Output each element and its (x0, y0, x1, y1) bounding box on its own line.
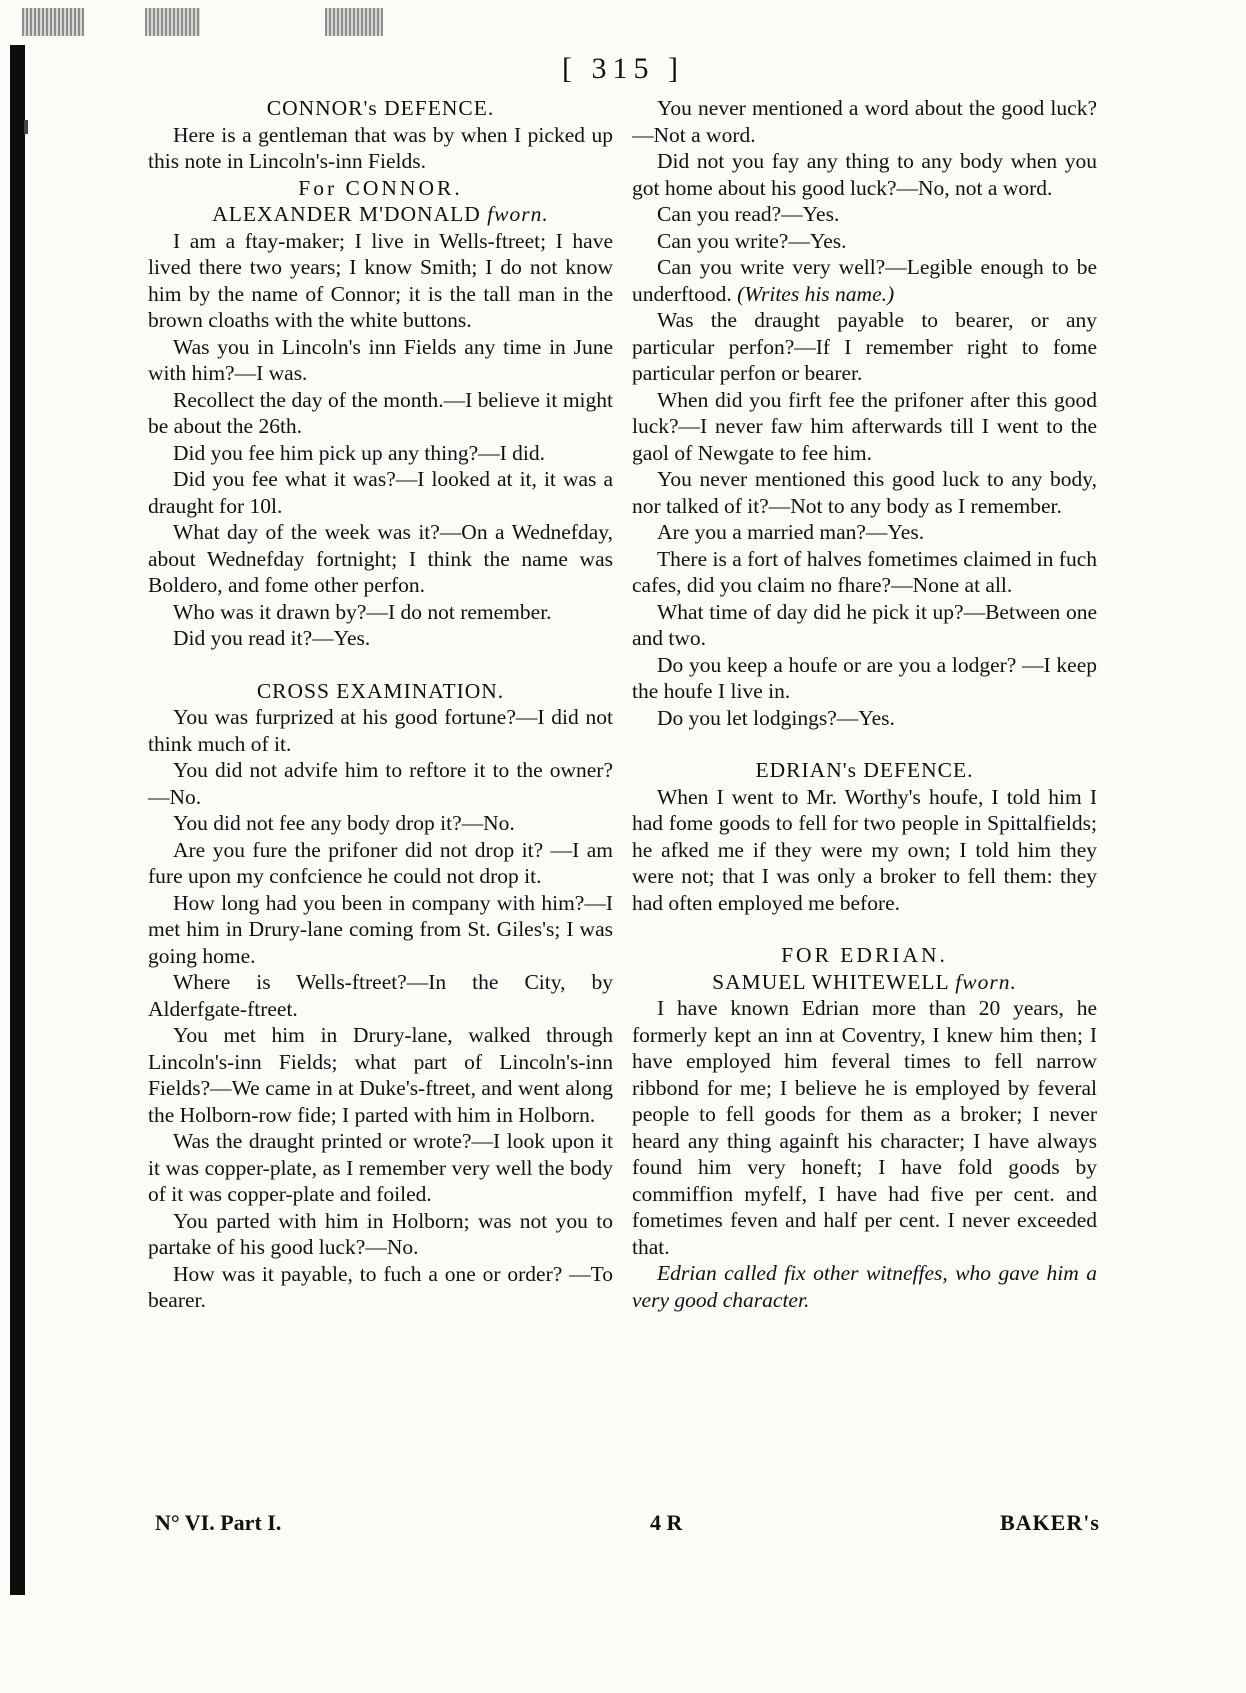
testimony-paragraph: Was you in Lincoln's inn Fields any time in June with him?—I was. (148, 334, 613, 385)
closing-note: Edrian called fix other witneffes, who gave him a very good character. (632, 1261, 1097, 1312)
page-number: [ 315 ] (562, 52, 684, 85)
examination-paragraph: Did not you fay any thing to any body when you got home about his good luck?—No, not a word. (632, 149, 1097, 200)
witness-heading (148, 201, 613, 228)
binding-mark (24, 120, 28, 134)
examination-paragraph: Do you let lodgings?—Yes. (657, 705, 895, 730)
catchword: BAKER's (1000, 1510, 1100, 1535)
testimony-paragraph: Who was it drawn by?—I do not remember. (173, 599, 552, 624)
examination-paragraph: Was the draught payable to bearer, or any particular perfon?—If I remember right to fome particular perfon or bearer. (632, 308, 1097, 385)
scan-smudge (145, 8, 200, 36)
edrian-defence-heading: EDRIAN's DEFENCE. (755, 758, 974, 782)
testimony-paragraph: I am a ftay-maker; I live in Wells-ftreet; I have lived there two years; I know Smith; I do not know him by the name of Connor; it is the tall man in the brown cloaths with the white buttons. (148, 228, 613, 332)
issue-number: N° VI. Part I. (155, 1510, 282, 1535)
sworn-label: fworn. (487, 202, 549, 226)
cross-paragraph: How was it payable, to fuch a one or order? —To bearer. (148, 1261, 613, 1312)
examination-paragraph: Are you a married man?—Yes. (657, 520, 925, 544)
edrian-defence-text: When I went to Mr. Worthy's houfe, I told him I had fome goods to fell for two people in Spittalfields; he afked me if they were my own; I told him they were not; that I was only a broker to fell them: they had often employed me before. (632, 784, 1097, 915)
for-edrian-heading: FOR EDRIAN. (781, 943, 948, 967)
cross-examination-heading: CROSS EXAMINATION. (256, 678, 505, 703)
cross-paragraph: Was the draught printed or wrote?—I look upon it it was copper-plate, as I remember very well the body of it was copper-plate and foiled. (148, 1129, 613, 1206)
witness2-heading (632, 969, 1097, 996)
examination-paragraph: What time of day did he pick it up?—Between one and two. (632, 599, 1097, 650)
examination-paragraph: You never mentioned a word about the good luck?—Not a word. (632, 96, 1097, 147)
examination-paragraph: Can you read?—Yes. (657, 202, 840, 226)
right-column (632, 95, 1097, 1313)
testimony-paragraph: What day of the week was it?—On a Wednefday, about Wednefday fortnight; I think the name was Boldero, and fome other perfon. (148, 520, 613, 597)
whitewell-testimony: I have known Edrian more than 20 years, he formerly kept an inn at Coventry, I knew him then; I have employed him feveral times to fell narrow ribbond for me; I believe he is employed by feveral people to fell goods for them as a broker; I never heard any thing againft his character; I have always found him very honeft; I have fold goods by commiffion myfelf, I have had five per cent. and fometimes feven and half per cent. I never exceeded that. (632, 996, 1097, 1259)
examination-paragraph (632, 254, 1097, 307)
examination-paragraph: When did you firft fee the prifoner after this good luck?—I never faw him afterwards till I went to the gaol of Newgate to fee him. (632, 387, 1097, 465)
scan-smudge (22, 8, 84, 36)
for-connor-heading: For CONNOR. (298, 175, 463, 200)
connor-defence-heading: CONNOR's DEFENCE. (266, 96, 495, 120)
binding-edge (10, 45, 25, 1595)
scan-smudge (325, 8, 383, 36)
cross-paragraph: You did not advife him to reftore it to the owner?—No. (148, 758, 613, 809)
cross-paragraph: You met him in Drury-lane, walked through Lincoln's-inn Fields; what part of Lincoln's-inn Fields?—We came in at Duke's-ftreet, and went along the Holborn-row fide; I parted with him in Holborn. (148, 1023, 613, 1127)
sworn-label: fworn. (955, 969, 1017, 994)
stage-note: (Writes his name.) (737, 281, 895, 306)
cross-paragraph: You parted with him in Holborn; was not you to partake of his good luck?—No. (148, 1208, 613, 1259)
left-column (148, 95, 613, 1314)
examination-paragraph: Do you keep a houfe or are you a lodger? —I keep the houfe I live in. (632, 652, 1097, 703)
examination-paragraph: Can you write?—Yes. (657, 228, 847, 253)
examination-paragraph: There is a fort of halves fometimes claimed in fuch cafes, did you claim no fhare?—None at all. (632, 546, 1097, 597)
connor-defence-text: Here is a gentleman that was by when I picked up this note in Lincoln's-inn Fields. (148, 122, 613, 173)
cross-paragraph: You did not fee any body drop it?—No. (173, 811, 515, 835)
examination-paragraph: You never mentioned this good luck to any body, nor talked of it?—Not to any body as I remember. (632, 467, 1097, 518)
cross-paragraph: Where is Wells-ftreet?—In the City, by Alderfgate-ftreet. (148, 970, 613, 1021)
signature-mark: 4 R (650, 1510, 683, 1535)
witness-name: ALEXANDER M'DONALD (212, 202, 481, 226)
write-question: Can you write very well?—Legible enough to be underftood. (632, 255, 1097, 306)
testimony-paragraph: Did you read it?—Yes. (173, 626, 371, 650)
testimony-paragraph: Did you fee what it was?—I looked at it, it was a draught for 10l. (148, 467, 613, 518)
cross-paragraph: You was furprized at his good fortune?—I did not think much of it. (148, 705, 613, 756)
cross-paragraph: How long had you been in company with him?—I met him in Drury-lane coming from St. Giles's; I was going home. (148, 890, 613, 968)
cross-paragraph: Are you fure the prifoner did not drop it? —I am fure upon my confcience he could not drop it. (148, 837, 613, 888)
witness2-name: SAMUEL WHITEWELL (712, 969, 949, 994)
testimony-paragraph: Did you fee him pick up any thing?—I did. (173, 440, 545, 465)
testimony-paragraph: Recollect the day of the month.—I believe it might be about the 26th. (148, 387, 613, 438)
